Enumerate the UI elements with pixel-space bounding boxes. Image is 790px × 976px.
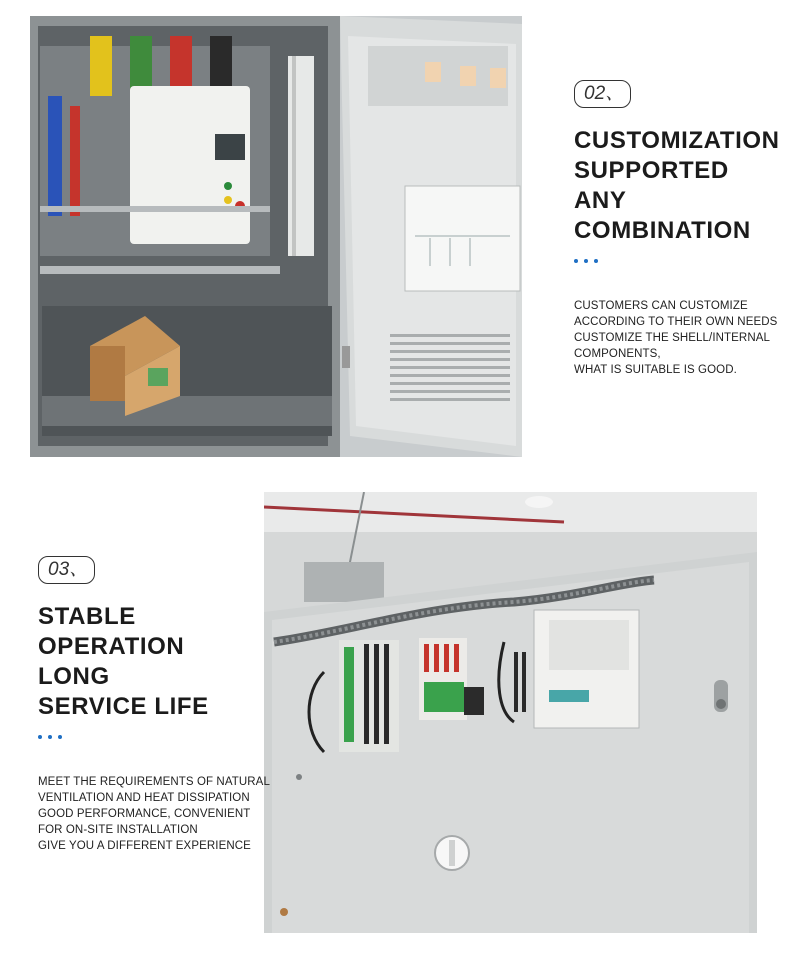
section-heading xyxy=(38,602,268,722)
heading-line: SERVICE LIFE xyxy=(38,693,209,720)
section-number-badge: 02、 xyxy=(574,80,631,108)
heading-line: SUPPORTED xyxy=(574,157,729,184)
description-line: COMPONENTS, xyxy=(574,348,661,360)
customization-section xyxy=(574,80,784,378)
description-line: ACCORDING TO THEIR OWN NEEDS xyxy=(574,316,778,328)
heading-line: CUSTOMIZATION xyxy=(574,127,780,154)
description-line: CUSTOMERS CAN CUSTOMIZE xyxy=(574,300,748,312)
heading-line: LONG xyxy=(38,663,110,690)
description-line: CUSTOMIZE THE SHELL/INTERNAL xyxy=(574,332,770,344)
heading-line: ANY xyxy=(574,187,627,214)
description-line: GOOD PERFORMANCE, CONVENIENT xyxy=(38,808,251,820)
description-line: WHAT IS SUITABLE IS GOOD. xyxy=(574,364,737,376)
section-heading xyxy=(574,126,784,246)
description-line: FOR ON-SITE INSTALLATION xyxy=(38,824,198,836)
description-line: MEET THE REQUIREMENTS OF NATURAL xyxy=(38,776,270,788)
ellipsis-dots-icon xyxy=(574,254,784,268)
description-line: VENTILATION AND HEAT DISSIPATION xyxy=(38,792,250,804)
stable-operation-section xyxy=(38,556,268,854)
door-panel-photo xyxy=(264,492,757,933)
cabinet-interior-photo xyxy=(30,16,522,457)
section-description xyxy=(574,298,784,378)
heading-line: COMBINATION xyxy=(574,217,751,244)
section-description xyxy=(38,774,268,854)
ellipsis-dots-icon xyxy=(38,730,268,744)
description-line: GIVE YOU A DIFFERENT EXPERIENCE xyxy=(38,840,251,852)
heading-line: OPERATION xyxy=(38,633,185,660)
section-number-badge: 03、 xyxy=(38,556,95,584)
heading-line: STABLE xyxy=(38,603,136,630)
